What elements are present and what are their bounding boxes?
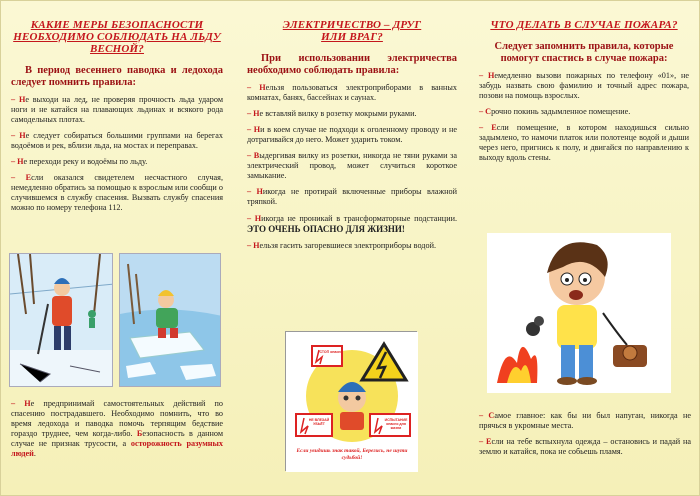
poster-sign-stop: СТОП опасно: [319, 350, 343, 354]
ice-bottom-note: – Не предпринимай самостоятельных действий по спасению пострадавшего. Необходимо помнить, что во время ледохода и паводка помочь терпящим бедствие гораздо труднее, чем когда-либо. Безопасность в данном случае не признак трусости, а осторожность разумных людей.: [11, 399, 224, 458]
electricity-rule: – Никогда не проникай в трансформаторные подстанции. ЭТО ОЧЕНЬ ОПАСНО ДЛЯ ЖИЗНИ!: [247, 214, 457, 234]
ice-floe-child-illustration: [119, 253, 221, 387]
ice-rule: – Если оказался свидетелем несчастного случая, немедленно обратись за помощью к взрослым или сообщи о случившемся в службу спасения. Вызвать службу спасения можно по номеру телефона 112.: [11, 173, 223, 212]
electricity-intro: При использовании электричества необходимо соблюдать правила:: [247, 53, 457, 76]
skating-child-illustration: [9, 253, 113, 387]
ice-safety-heading: КАКИЕ МЕРЫ БЕЗОПАСНОСТИ НЕОБХОДИМО СОБЛЮДАТЬ НА ЛЬДУ ВЕСНОЙ?: [13, 19, 221, 55]
ice-rule: – Не следует собираться большими группами на берегах водоёмов и рек, вблизи льда, на мостах и переправах.: [11, 131, 223, 150]
electricity-rule: – Нельзя гасить загоревшиеся электроприборы водой.: [247, 241, 436, 250]
danger-warning: ЭТО ОЧЕНЬ ОПАСНО ДЛЯ ЖИЗНИ!: [247, 224, 405, 234]
electric-danger-poster: [285, 331, 417, 471]
ice-safety-intro: В период весеннего паводка и ледохода следует помнить правила:: [11, 65, 223, 88]
fire-rule: – Самое главное: как бы ни был напуган, никогда не прячься в укромные места.: [479, 411, 692, 430]
fire-rule: – Немедленно вызови пожарных по телефону «01», не забудь назвать свою фамилию и точный адрес пожара, позови на помощь взрослых.: [479, 71, 689, 100]
poster-caption: Если увидишь знак такой, Берегись, не шути судьбой!: [296, 448, 408, 461]
electricity-rule: – Выдергивая вилку из розетки, никогда не тяни руками за электрический провод, может случиться короткое замыкание.: [247, 151, 457, 180]
fire-intro: Следует запомнить правила, которые помогут спастись в случае пожара:: [494, 41, 674, 64]
electricity-rule: – Не вставляй вилку в розетку мокрыми руками.: [247, 109, 417, 118]
fire-heading: ЧТО ДЕЛАТЬ В СЛУЧАЕ ПОЖАРА?: [490, 19, 678, 31]
fire-rule: – Если помещение, в котором находишься сильно задымлено, то намочи платок или полотенце водой и дыши через него, пригнись к полу, и двигайся по направлению к выходу вдоль стены.: [479, 123, 690, 162]
poster-sign-do-not-climb: НЕ ВЛЕЗАЙ УБЬЁТ: [308, 418, 330, 426]
ice-rule: – Не выходи на лед, не проверяя прочность льда ударом ноги и не катайся на плавающих льдинах и всякого рода самодельных плотах.: [11, 95, 224, 124]
fire-bottom-rules: [479, 405, 691, 457]
electricity-rule: – Нельзя пользоваться электроприборами в ванных комнатах, банях, бассейнах и саунах.: [247, 83, 458, 102]
poster-sign-testing: ИСПЫТАНИЕ опасно для жизни: [384, 418, 408, 430]
fire-rule: – Срочно покинь задымленное помещение.: [479, 107, 631, 116]
electricity-heading: ЭЛЕКТРИЧЕСТВО – ДРУГ ИЛИ ВРАГ?: [282, 19, 422, 43]
electricity-rule: – Ни в коем случае не подходи к оголенному проводу и не дотрагивайся до него. Может ударить током.: [247, 125, 457, 144]
scared-boy-fire-illustration: [487, 233, 671, 393]
ice-rule: – Не переходи реку и водоёмы по льду.: [11, 157, 148, 166]
electricity-rule: – Никогда не протирай включенные приборы влажной тряпкой.: [247, 187, 458, 206]
emphasis-text: осторожность разумных людей: [11, 439, 224, 458]
fire-rule: – Если на тебе вспыхнула одежда – остановись и падай на землю и катайся, пока не собьешь пламя.: [479, 437, 692, 456]
